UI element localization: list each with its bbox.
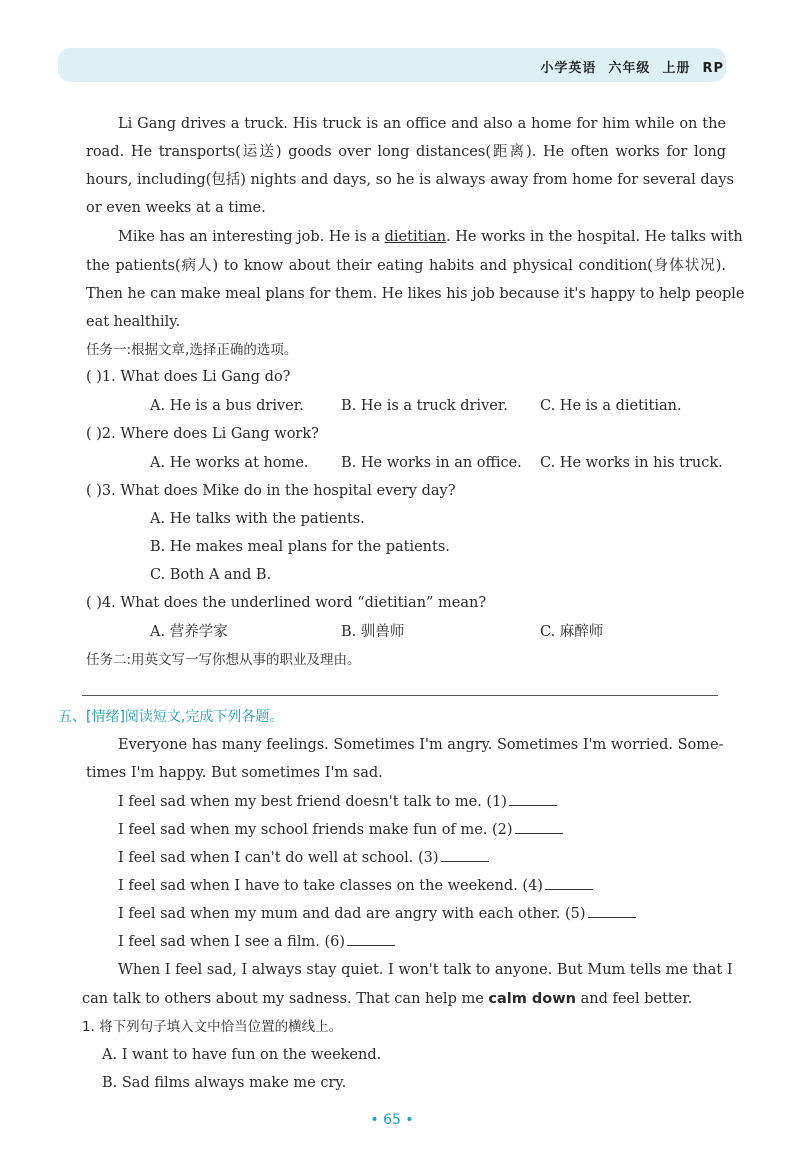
passage-line [118, 227, 743, 247]
answer-blank-1[interactable] [509, 791, 557, 806]
fill-option-b: B. Sad films always make me cry. [102, 1075, 347, 1091]
blank-sentence-2 [118, 819, 563, 840]
answer-blank-2[interactable] [515, 819, 563, 834]
q4-option-c: C. 麻醉师 [540, 624, 604, 640]
section-5-question-1: 1. 将下列句子填入文中恰当位置的横线上。 [82, 1019, 343, 1035]
book-header [528, 57, 724, 76]
blank-sentence-5 [118, 903, 636, 924]
sentence-text: I feel sad when I can't do well at school. (3) [118, 850, 439, 866]
question-3: ( )3. What does Mike do in the hospital every day? [86, 483, 456, 499]
question-4: ( )4. What does the underlined word “dietitian” mean? [86, 595, 487, 611]
page-number: • 65 • [370, 1112, 414, 1128]
passage-line [82, 989, 692, 1009]
answer-blank-4[interactable] [545, 875, 593, 890]
sentence-text: I feel sad when I see a film. (6) [118, 934, 345, 950]
writing-answer-line[interactable] [82, 695, 718, 696]
q4-option-a: A. 营养学家 [150, 624, 228, 640]
passage-line: Everyone has many feelings. Sometimes I'm angry. Sometimes I'm worried. Some- [118, 737, 724, 753]
blank-sentence-4 [118, 875, 593, 896]
q1-option-a: A. He is a bus driver. [150, 398, 304, 414]
header-subject: 小学英语 [540, 61, 597, 76]
sentence-text: I feel sad when I have to take classes on the weekend. (4) [118, 878, 543, 894]
answer-blank-3[interactable] [441, 847, 489, 862]
fill-option-a: A. I want to have fun on the weekend. [102, 1047, 382, 1063]
passage-line: or even weeks at a time. [86, 200, 266, 216]
answer-blank-5[interactable] [588, 903, 636, 918]
header-grade: 六年级 [608, 61, 651, 76]
header-volume: 上册 [662, 61, 691, 76]
passage-line: hours, including(包括) nights and days, so he is always away from home for several days [86, 172, 734, 188]
task1-title: 任务一:根据文章,选择正确的选项。 [86, 342, 298, 358]
q3-option-b: B. He makes meal plans for the patients. [150, 539, 450, 555]
blank-sentence-1 [118, 791, 557, 812]
text-fragment: . He works in the hospital. He talks with [446, 229, 743, 245]
underlined-word: dietitian [384, 229, 447, 245]
passage-line: Li Gang drives a truck. His truck is an office and also a home for him while on the [118, 116, 726, 132]
passage-line: the patients(病人) to know about their eating habits and physical condition(身体状况). [86, 258, 726, 274]
sentence-text: I feel sad when my school friends make fun of me. (2) [118, 822, 513, 838]
question-2: ( )2. Where does Li Gang work? [86, 426, 319, 442]
text-fragment: can talk to others about my sadness. That can help me [82, 991, 489, 1007]
q2-option-c: C. He works in his truck. [540, 455, 723, 471]
question-1: ( )1. What does Li Gang do? [86, 369, 291, 385]
passage-line: Then he can make meal plans for them. He likes his job because it's happy to help people [86, 286, 745, 302]
passage-line: When I feel sad, I always stay quiet. I won't talk to anyone. But Mum tells me that I [118, 962, 733, 978]
section-5-title: 五、[情绪]阅读短文,完成下列各题。 [58, 709, 284, 725]
blank-sentence-6 [118, 931, 395, 952]
task2-title: 任务二:用英文写一写你想从事的职业及理由。 [86, 652, 361, 668]
answer-blank-6[interactable] [347, 931, 395, 946]
text-fragment: and feel better. [575, 991, 693, 1007]
passage-line: times I'm happy. But sometimes I'm sad. [86, 765, 383, 781]
text-fragment: Mike has an interesting job. He is a [118, 229, 385, 245]
blank-sentence-3 [118, 847, 489, 868]
q3-option-c: C. Both A and B. [150, 567, 272, 583]
header-edition: RP [702, 61, 724, 76]
q3-option-a: A. He talks with the patients. [150, 511, 365, 527]
passage-line: road. He transports(运送) goods over long distances(距离). He often works for long [86, 144, 726, 160]
q2-option-a: A. He works at home. [150, 455, 309, 471]
bold-phrase: calm down [488, 991, 576, 1007]
sentence-text: I feel sad when my mum and dad are angry with each other. (5) [118, 906, 586, 922]
sentence-text: I feel sad when my best friend doesn't talk to me. (1) [118, 794, 507, 810]
q1-option-c: C. He is a dietitian. [540, 398, 682, 414]
q1-option-b: B. He is a truck driver. [341, 398, 508, 414]
q4-option-b: B. 驯兽师 [341, 624, 405, 640]
q2-option-b: B. He works in an office. [341, 455, 522, 471]
passage-line: eat healthily. [86, 314, 181, 330]
